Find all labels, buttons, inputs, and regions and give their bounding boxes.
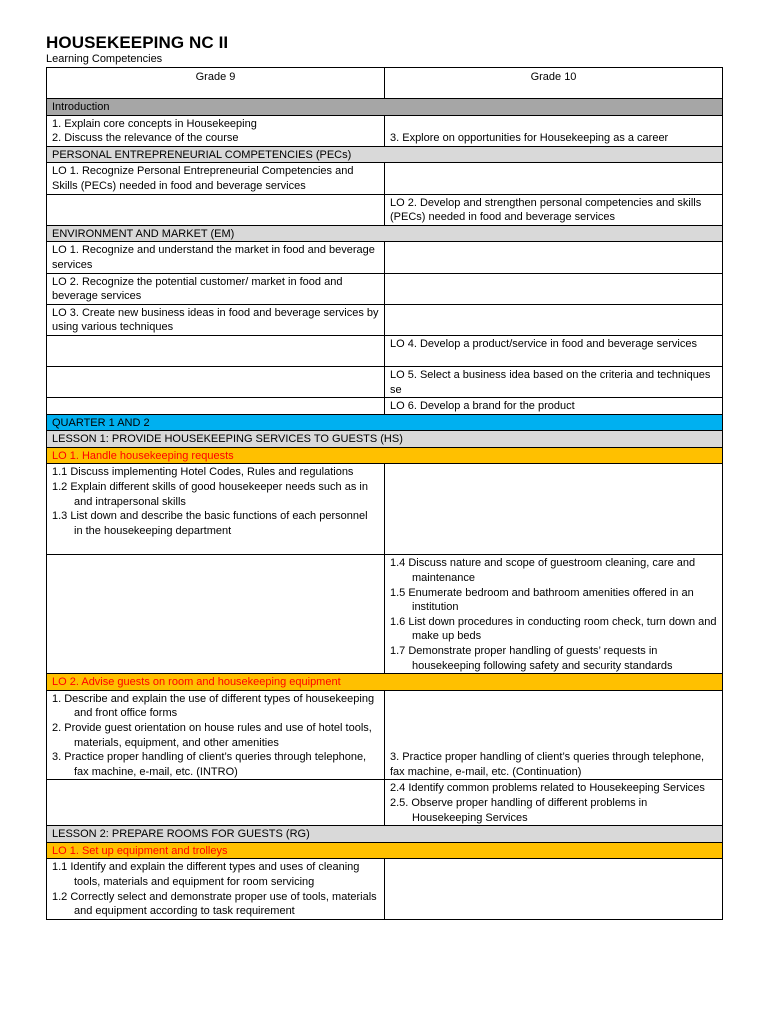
empty-cell	[385, 464, 723, 555]
table-row	[47, 273, 723, 304]
lesson1-lo1-grade-10	[385, 555, 723, 674]
table-row	[47, 194, 723, 225]
section-row-quarter	[47, 414, 723, 431]
section-quarter: QUARTER 1 AND 2	[47, 414, 723, 431]
table-row	[47, 304, 723, 335]
lesson1-lo2-grade-10-problems	[385, 780, 723, 826]
list-item: 1. Describe and explain the use of different types of housekeeping and front office forms	[52, 692, 375, 720]
document-title: HOUSEKEEPING NC II	[46, 33, 229, 52]
section-lesson-1-lo2: LO 2. Advise guests on room and housekeeping equipment	[47, 674, 723, 691]
list-item: 1.2 Explain different skills of good housekeeper needs such as in and intrapersonal skills	[52, 481, 368, 508]
em-lo5-grade-10: LO 5. Select a business idea based on the criteria and techniques se	[385, 366, 723, 397]
section-row-introduction	[47, 99, 723, 116]
table-row	[47, 555, 723, 674]
empty-cell	[385, 273, 723, 304]
pecs-lo2-grade-10: LO 2. Develop and strengthen personal competencies and skills (PECs) needed in food and beverage services	[385, 194, 723, 225]
competencies-table	[46, 67, 723, 920]
section-row-lesson-1	[47, 431, 723, 448]
intro-grade-9	[47, 115, 385, 146]
empty-cell	[47, 366, 385, 397]
empty-cell	[385, 163, 723, 194]
section-row-em	[47, 225, 723, 242]
section-em: ENVIRONMENT AND MARKET (EM)	[47, 225, 723, 242]
section-row-lesson-2-lo1	[47, 842, 723, 859]
table-row	[47, 398, 723, 415]
section-lesson-2: LESSON 2: PREPARE ROOMS FOR GUESTS (RG)	[47, 826, 723, 843]
list-item: 1.4 Discuss nature and scope of guestroom cleaning, care and maintenance	[390, 557, 696, 585]
list-item: 1.5 Enumerate bedroom and bathroom amenities offered in an institution	[390, 586, 694, 614]
pecs-lo1-grade-9: LO 1. Recognize Personal Entrepreneurial Competencies and Skills (PECs) needed in food and beverage services	[47, 163, 385, 194]
list-item: 3. Practice proper handling of client’s queries through telephone, fax machine, e-mail, etc. (INTRO)	[52, 751, 367, 778]
section-pecs: PERSONAL ENTREPRENEURIAL COMPETENCIES (PECs)	[47, 146, 723, 163]
em-lo2-grade-9: LO 2. Recognize the potential customer/ market in food and beverage services	[47, 273, 385, 304]
section-lesson-1-lo1: LO 1. Handle housekeeping requests	[47, 447, 723, 464]
header-grade-10: Grade 10	[385, 68, 723, 99]
list-item: 1. Explain core concepts in Housekeeping	[52, 117, 257, 130]
table-row	[47, 163, 723, 194]
list-item: 2. Provide guest orientation on house rules and use of hotel tools, materials, equipment, and other amenities	[52, 722, 372, 749]
em-lo1-grade-9: LO 1. Recognize and understand the market in food and beverage services	[47, 242, 385, 273]
empty-cell	[47, 335, 385, 366]
table-header-row	[47, 68, 723, 99]
em-lo4-grade-10: LO 4. Develop a product/service in food and beverage services	[385, 335, 723, 366]
empty-cell	[385, 242, 723, 273]
empty-cell	[385, 304, 723, 335]
table-row	[47, 335, 723, 366]
table-row	[47, 859, 723, 919]
empty-cell	[47, 398, 385, 415]
section-lesson-2-lo1: LO 1. Set up equipment and trolleys	[47, 842, 723, 859]
list-item: 1.7 Demonstrate proper handling of guests’ requests in housekeeping following safety and security standards	[390, 645, 673, 672]
lesson1-lo2-grade-9	[47, 690, 385, 780]
intro-grade-10: 3. Explore on opportunities for Housekeeping as a career	[385, 115, 723, 146]
table-row	[47, 115, 723, 146]
list-item: 1.6 List down procedures in conducting room check, turn down and make up beds	[390, 615, 717, 643]
table-row	[47, 690, 723, 780]
lesson2-lo1-grade-9	[47, 859, 385, 919]
section-row-pecs	[47, 146, 723, 163]
empty-cell	[47, 555, 385, 674]
table-row	[47, 242, 723, 273]
list-item: 2.5. Observe proper handling of different problems in Housekeeping Services	[390, 796, 648, 824]
lesson1-lo2-grade-10-continuation: 3. Practice proper handling of client’s queries through telephone, fax machine, e-mail, etc. (Continuation)	[385, 690, 723, 780]
section-row-lesson-1-lo1	[47, 447, 723, 464]
list-item: 1.1 Identify and explain the different types and uses of cleaning tools, materials and equipment for room servicing	[52, 861, 360, 888]
lesson1-lo1-grade-9	[47, 464, 385, 555]
section-row-lesson-1-lo2	[47, 674, 723, 691]
list-item: 1.2 Correctly select and demonstrate proper use of tools, materials and equipment according to task requirement	[52, 890, 377, 918]
empty-cell	[47, 780, 385, 826]
document-subtitle: Learning Competencies	[46, 53, 163, 65]
empty-cell	[47, 194, 385, 225]
table-row	[47, 780, 723, 826]
empty-cell	[385, 859, 723, 919]
section-introduction: Introduction	[47, 99, 723, 116]
table-row	[47, 366, 723, 397]
list-item: 2.4 Identify common problems related to Housekeeping Services	[390, 782, 705, 795]
section-row-lesson-2	[47, 826, 723, 843]
list-item: 1.3 List down and describe the basic functions of each personnel in the housekeeping department	[52, 510, 368, 537]
header-grade-9: Grade 9	[47, 68, 385, 99]
table-row	[47, 464, 723, 555]
list-item: 2. Discuss the relevance of the course	[52, 132, 239, 145]
em-lo6-grade-10: LO 6. Develop a brand for the product	[385, 398, 723, 415]
section-lesson-1: LESSON 1: PROVIDE HOUSEKEEPING SERVICES TO GUESTS (HS)	[47, 431, 723, 448]
em-lo3-grade-9: LO 3. Create new business ideas in food and beverage services by using various techniques	[47, 304, 385, 335]
list-item: 1.1 Discuss implementing Hotel Codes, Rules and regulations	[52, 466, 354, 479]
